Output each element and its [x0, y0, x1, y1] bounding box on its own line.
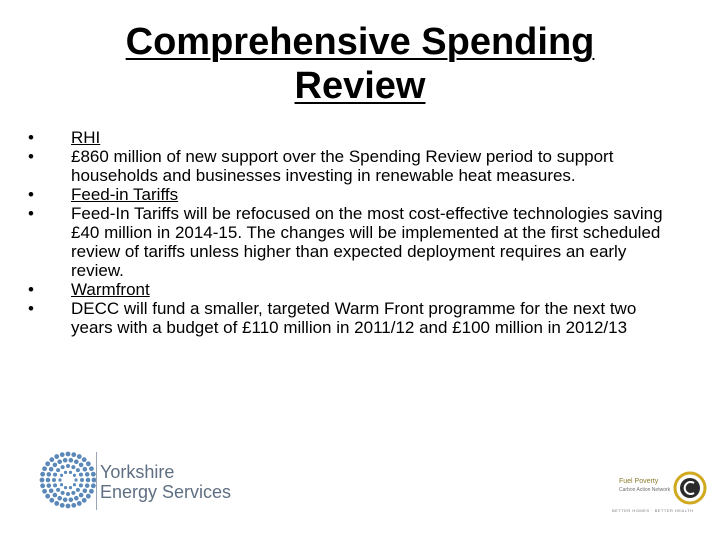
sunburst-dot [69, 498, 74, 503]
sunburst-dot [79, 483, 83, 487]
sunburst-dot [89, 466, 94, 471]
sunburst-dot [60, 503, 65, 508]
sunburst-dot [56, 468, 60, 472]
sunburst-dot [80, 478, 84, 482]
sunburst-dot [74, 478, 77, 481]
yorkshire-energy-logo-text [100, 462, 231, 502]
bullet-dot: • [28, 185, 34, 204]
bullet-item-rhi [28, 128, 678, 147]
sunburst-dot [49, 489, 54, 494]
sunburst-dot [40, 472, 45, 477]
sunburst-dot [73, 474, 76, 477]
sunburst-dot [45, 494, 50, 499]
sunburst-dot [74, 460, 79, 465]
sunburst-dot [86, 461, 91, 466]
logo-line-yorkshire: Yorkshire [100, 462, 175, 482]
sunburst-dot [52, 478, 56, 482]
bullet-dot: • [28, 128, 34, 147]
bullet-heading-feed-in-tariffs: Feed-in Tariffs [71, 185, 179, 204]
sunburst-dot [47, 483, 52, 488]
logo-footer-tagline: BETTER HOMES · BETTER HEALTH [612, 508, 694, 513]
sunburst-dot [85, 483, 90, 488]
sunburst-dot [76, 488, 80, 492]
sunburst-dot [57, 496, 62, 501]
logo-divider [96, 452, 97, 510]
sunburst-dot [42, 466, 47, 471]
sunburst-dot [85, 472, 90, 477]
sunburst-dot [58, 478, 61, 481]
sunburst-dot [77, 501, 82, 506]
bullet-text-feed-in-detail: Feed-In Tariffs will be refocused on the most cost-effective technologies saving £40 million in 2014-15. The changes will be implemented at the first scheduled review of tariffs unless higher than expected deployment requires an early review. [71, 204, 663, 280]
sunburst-dot [53, 473, 57, 477]
sunburst-dot [40, 483, 45, 488]
bullet-item-warmfront [28, 280, 678, 299]
bullet-heading-warmfront: Warmfront [71, 280, 150, 299]
bullet-dot: • [28, 204, 34, 223]
sunburst-dot [74, 496, 79, 501]
bullet-dot: • [28, 280, 34, 299]
sunburst-dot [60, 474, 63, 477]
sunburst-dot [71, 452, 76, 457]
sunburst-dot [61, 465, 65, 469]
sunburst-dot [69, 471, 72, 474]
sunburst-dot [66, 492, 70, 496]
sunburst-dot [89, 489, 94, 494]
sunburst-dot [60, 483, 63, 486]
sunburst-dot [79, 463, 84, 468]
sunburst-dot [63, 498, 68, 503]
sunburst-dot [53, 483, 57, 487]
bullet-dot: • [28, 299, 34, 318]
sunburst-dot [46, 478, 51, 483]
sunburst-dot [82, 457, 87, 462]
sunburst-dot [54, 454, 59, 459]
bullet-list [28, 128, 678, 337]
bullet-item-feed-in-detail [28, 204, 678, 280]
slide-title-text: Comprehensive Spending Review [125, 21, 595, 107]
sunburst-dot [61, 491, 65, 495]
bullet-heading-rhi: RHI [71, 128, 101, 147]
sunburst-dot [54, 501, 59, 506]
sunburst-dot [53, 463, 58, 468]
sunburst-dot [76, 468, 80, 472]
sunburst-dot [40, 478, 45, 483]
slide-title [60, 20, 660, 108]
fuel-poverty-logo-text: Fuel Poverty [619, 478, 659, 485]
bullet-item-rhi-detail [28, 147, 678, 185]
bullet-text-warmfront-detail: DECC will fund a smaller, targeted Warm Front programme for the next two years with a budget of £110 million in 2011/12 and £100 million in 2012/13 [71, 299, 637, 337]
carbon-action-logo-text: Carbon Action Network [619, 487, 671, 493]
sunburst-dot [82, 498, 87, 503]
sunburst-dot [64, 471, 67, 474]
bullet-item-feed-in-tariffs [28, 185, 678, 204]
sunburst-dot [77, 454, 82, 459]
sunburst-dot [79, 493, 84, 498]
sunburst-dot [69, 486, 72, 489]
sunburst-dot [71, 503, 76, 508]
bullet-text-rhi-detail: £860 million of new support over the Spending Review period to support households and businesses investing in renewable heat measures. [71, 147, 614, 185]
sunburst-dot [79, 473, 83, 477]
sunburst-dot [71, 491, 75, 495]
sunburst-dot [66, 452, 71, 457]
sunburst-dot [71, 465, 75, 469]
sunburst-dot [57, 460, 62, 465]
sunburst-dot [56, 488, 60, 492]
sunburst-dot [64, 486, 67, 489]
sunburst-dot [49, 457, 54, 462]
sunburst-dot [69, 458, 74, 463]
sunburst-dot [86, 478, 91, 483]
sunburst-dot [66, 504, 71, 509]
sunburst-dot [47, 472, 52, 477]
bullet-item-warmfront-detail [28, 299, 678, 337]
sunburst-dot [83, 467, 88, 472]
sunburst-dot [49, 498, 54, 503]
sunburst-dot [49, 467, 54, 472]
sunburst-dot [86, 494, 91, 499]
bullet-dot: • [28, 147, 34, 166]
logo-line-energy-services: Energy Services [100, 482, 232, 502]
sunburst-dot [66, 464, 70, 468]
sunburst-dot [45, 461, 50, 466]
sunburst-dot [53, 493, 58, 498]
sunburst-dot [83, 489, 88, 494]
sunburst-dot [60, 452, 65, 457]
sunburst-dot [63, 458, 68, 463]
sunburst-dot [73, 483, 76, 486]
sunburst-dot [42, 489, 47, 494]
